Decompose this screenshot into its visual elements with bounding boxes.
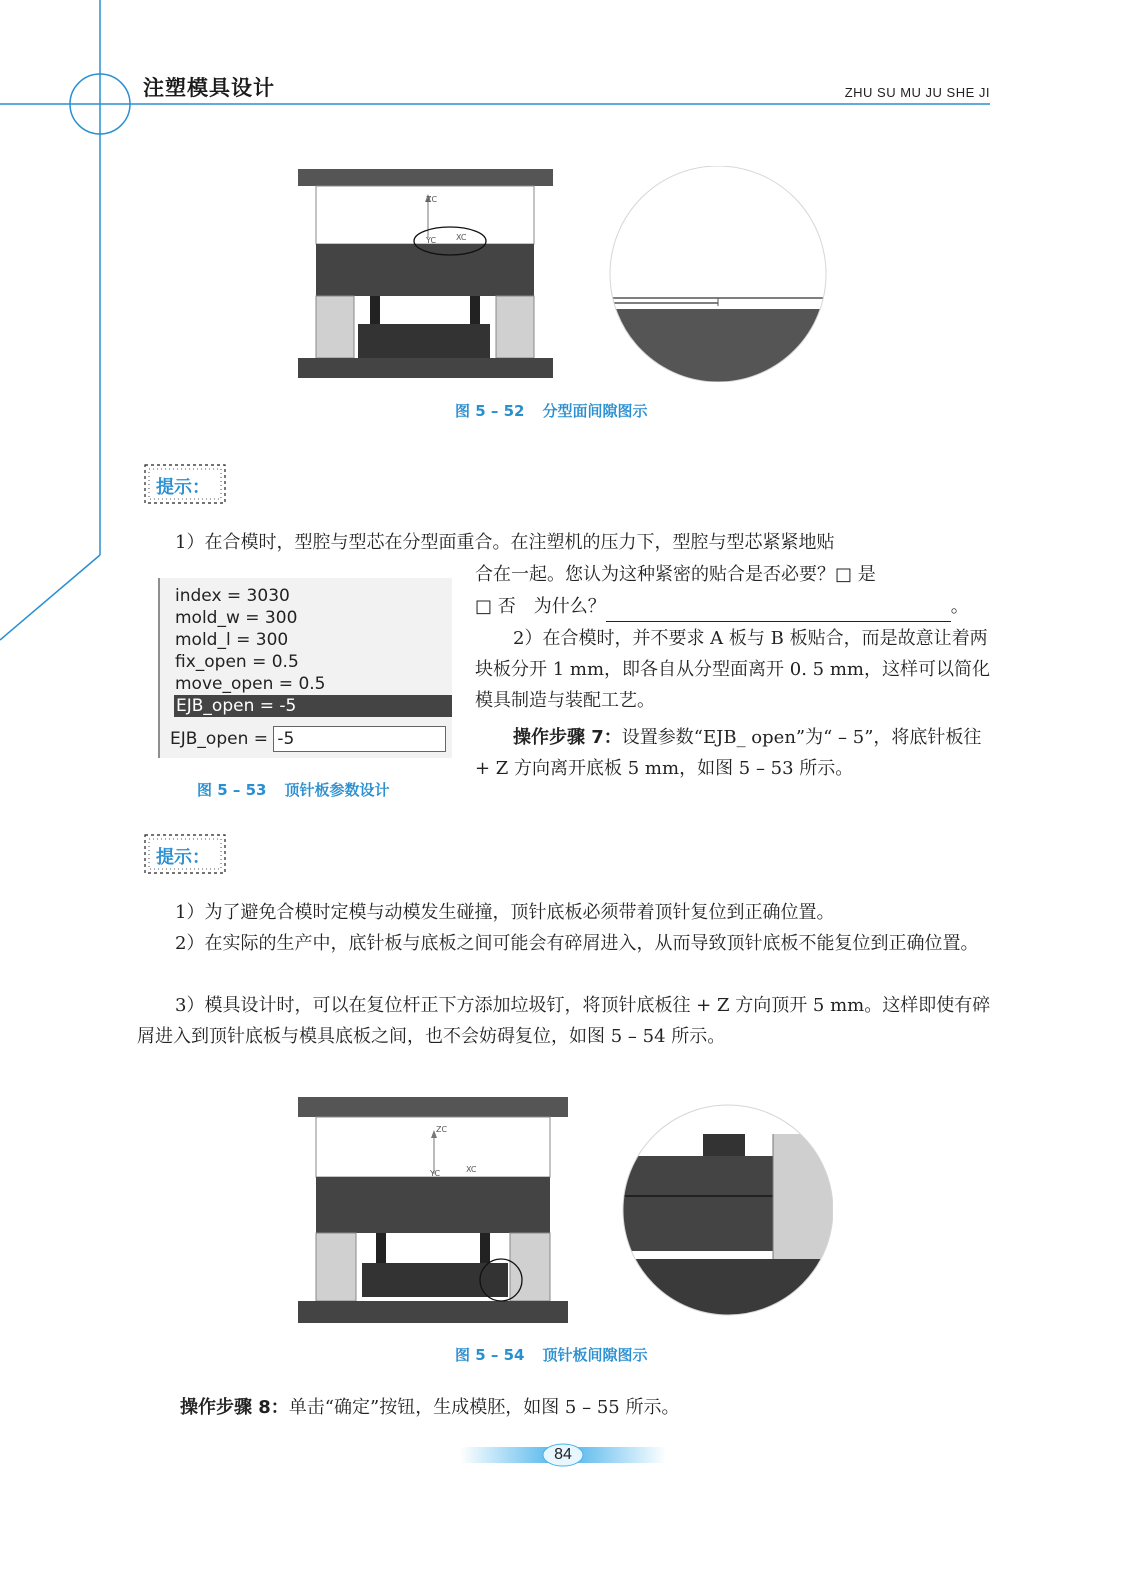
ejb-open-input[interactable]: -5 (273, 726, 446, 752)
param-index[interactable]: index = 3030 (175, 586, 290, 606)
figure-5-52-caption: 图 5 – 52 分型面间隙图示 (455, 402, 648, 420)
hint1-paragraph-1a: 1）在合模时，型腔与型芯在分型面重合。在注塑机的压力下，型腔与型芯紧紧地贴 (175, 532, 835, 553)
xc-axis-label: XC (456, 233, 467, 242)
page-number: 84 (554, 1446, 572, 1463)
param-mold-l[interactable]: mold_l = 300 (175, 630, 289, 650)
yc-axis-label: YC (430, 1169, 441, 1178)
hint1-paragraph-2: 2）在合模时，并不要求 A 板与 B 板贴合，而是故意让着两块板分开 1 mm，即各自从分型面离开 0. 5 mm，这样可以简化模具制造与装配工艺。 (475, 628, 990, 711)
hint1-paragraph-1b: 合在一起。您认为这种紧密的贴合是否必要？□ 是 (475, 564, 876, 585)
figure-5-53-caption: 图 5 – 53 顶针板参数设计 (197, 781, 390, 799)
hint-badge-2 (140, 830, 230, 878)
hint2-paragraph-2: 2）在实际的生产中，底针板与底板之间可能会有碎屑进入，从而导致顶针底板不能复位到正确位置。 (175, 933, 979, 954)
param-fix-open[interactable]: fix_open = 0.5 (175, 652, 299, 672)
parameter-list-panel (158, 578, 452, 758)
figure-5-54-caption: 图 5 – 54 顶针板间隙图示 (455, 1346, 648, 1364)
figure-5-54-mold-image (298, 1094, 833, 1326)
param-mold-w[interactable]: mold_w = 300 (175, 608, 298, 628)
hint-label: 提示： (156, 847, 210, 868)
param-input-label: EJB_open = (170, 729, 268, 749)
hint2-paragraph-3: 3）模具设计时，可以在复位杆正下方添加垃圾钉，将顶针底板往 + Z 方向顶开 5 mm。这样即使有碎屑进入到顶针底板与模具底板之间，也不会妨碍复位，如图 5 – 54 所示。 (137, 995, 991, 1047)
xc-axis-label: XC (466, 1165, 477, 1174)
param-move-open[interactable]: move_open = 0.5 (175, 674, 326, 694)
hint-label: 提示： (156, 477, 210, 498)
step7-paragraph: 操作步骤 7：设置参数“EJB_ open”为“ – 5”，将底针板往 + Z 方向离开底板 5 mm，如图 5 – 53 所示。 (475, 727, 982, 779)
param-ejb-open-selected[interactable]: EJB_open = -5 (174, 695, 452, 717)
zc-axis-label: ZC (426, 195, 438, 204)
hint2-paragraph-1: 1）为了避免合模时定模与动模发生碰撞，顶针底板必须带着顶针复位到正确位置。 (175, 902, 835, 923)
header-title: 注塑模具设计 (143, 76, 275, 100)
yc-axis-label: YC (426, 236, 437, 245)
figure-5-52-mold-image (298, 166, 833, 382)
hint1-paragraph-1c: □ 否 为什么？ 。 (475, 591, 995, 622)
hint-badge-1 (140, 460, 230, 508)
header-pinyin: ZHU SU MU JU SHE JI (844, 85, 990, 100)
step8-paragraph: 操作步骤 8：单击“确定”按钮，生成模胚，如图 5 – 55 所示。 (180, 1397, 680, 1418)
zc-axis-label: ZC (436, 1125, 448, 1134)
param-input-row (170, 726, 446, 752)
